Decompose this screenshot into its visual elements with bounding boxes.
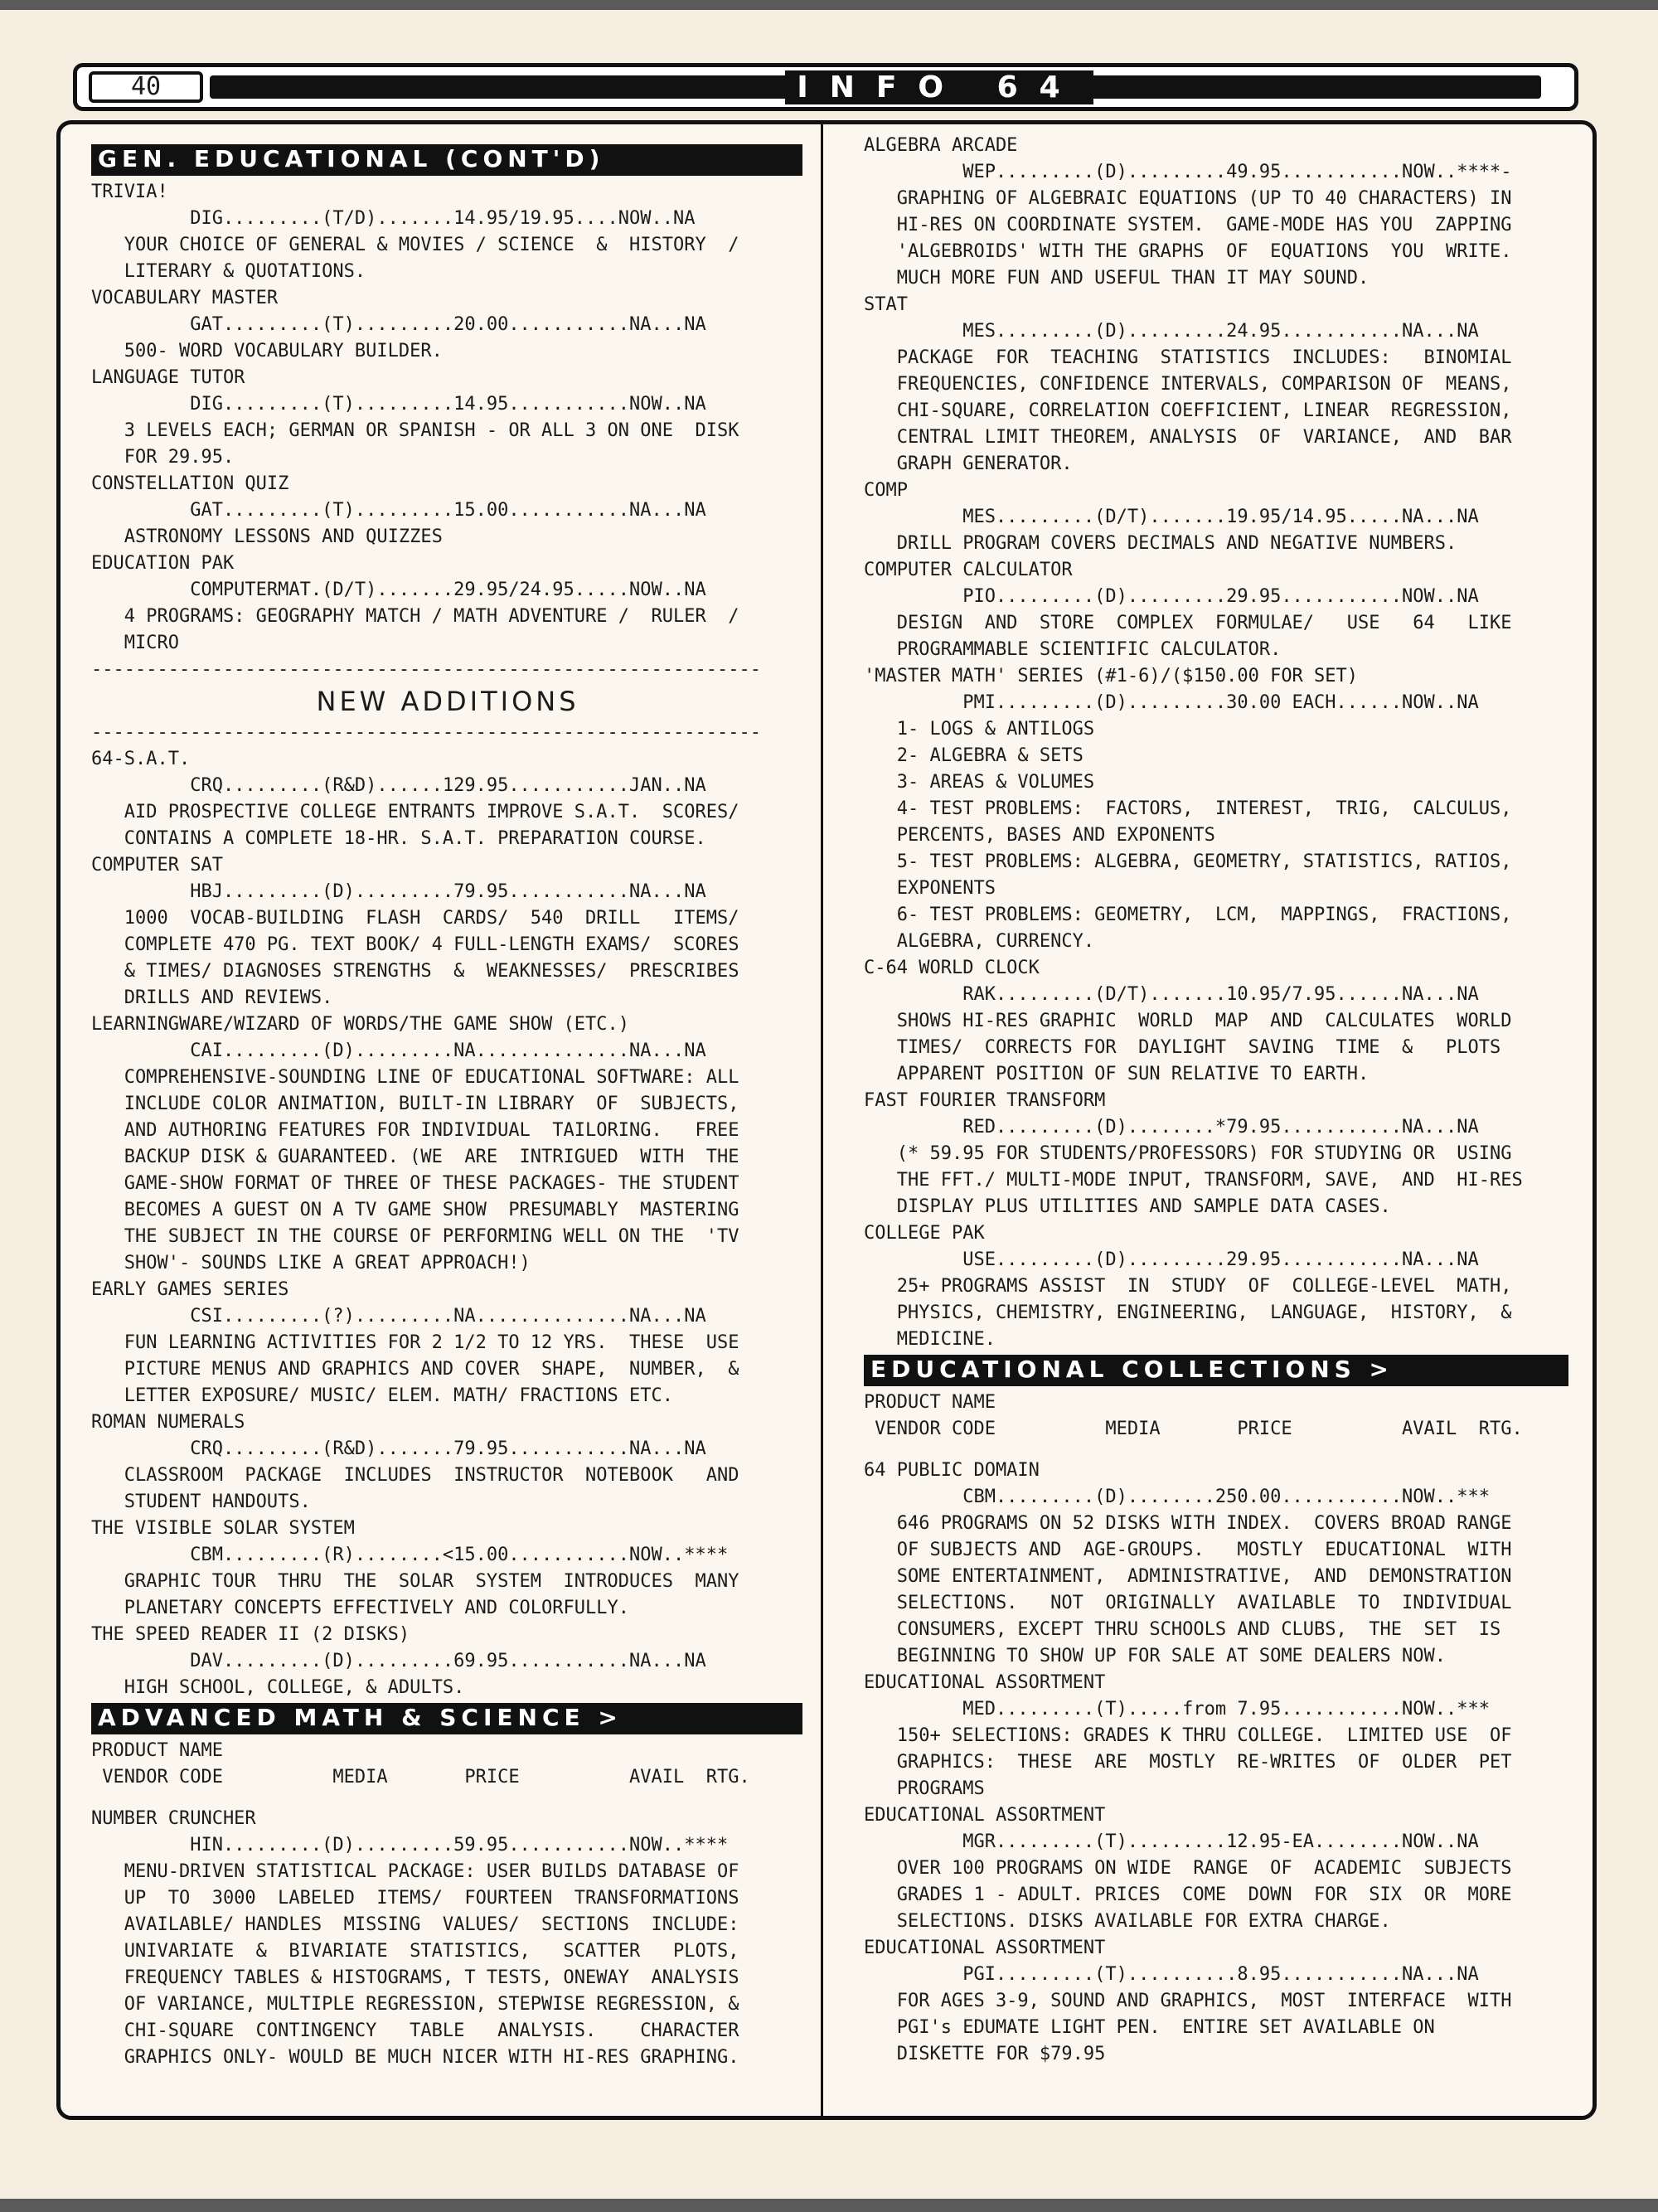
text-line: GRAPHING OF ALGEBRAIC EQUATIONS (UP TO 40 CHARACTERS) IN [864, 188, 1512, 209]
text-line: OF VARIANCE, MULTIPLE REGRESSION, STEPWISE REGRESSION, & [91, 1994, 739, 2015]
text-line: CAI.........(D).........NA..............NA...NA [91, 1041, 706, 1061]
page-header [73, 63, 1578, 111]
text-line: FOR AGES 3-9, SOUND AND GRAPHICS, MOST INTERFACE WITH [864, 1991, 1512, 2011]
text-line: THE SPEED READER II (2 DISKS) [91, 1624, 410, 1645]
text-line: & TIMES/ DIAGNOSES STRENGTHS & WEAKNESSES/ PRESCRIBES [91, 961, 739, 982]
page-number: 40 [89, 71, 203, 103]
text-line: LITERARY & QUOTATIONS. [91, 261, 366, 282]
text-line: CLASSROOM PACKAGE INCLUDES INSTRUCTOR NOTEBOOK AND [91, 1465, 739, 1486]
text-line: GAT.........(T).........15.00...........NA...NA [91, 500, 706, 521]
right-column [864, 133, 1568, 2068]
text-line: STAT [864, 294, 908, 315]
section-banner: GEN. EDUCATIONAL (CONT'D) [91, 144, 802, 176]
text-line: SOME ENTERTAINMENT, ADMINISTRATIVE, AND DEMONSTRATION [864, 1566, 1512, 1587]
bottom-edge [0, 2199, 1658, 2212]
text-line: PRODUCT NAME [91, 1740, 223, 1761]
text-line: ASTRONOMY LESSONS AND QUIZZES [91, 526, 443, 547]
text-line: AID PROSPECTIVE COLLEGE ENTRANTS IMPROVE S.A.T. SCORES/ [91, 802, 739, 822]
text-line: MED.........(T).....from 7.95...........NOW..*** [864, 1699, 1490, 1720]
text-line: 4 PROGRAMS: GEOGRAPHY MATCH / MATH ADVENTURE / RULER / [91, 606, 739, 627]
text-line: USE.........(D).........29.95...........NA...NA [864, 1249, 1479, 1270]
text-line: 'ALGEBROIDS' WITH THE GRAPHS OF EQUATIONS YOU WRITE. [864, 241, 1512, 262]
text-line: COMPUTERMAT.(D/T).......29.95/24.95.....NOW..NA [91, 580, 706, 600]
text-line: UP TO 3000 LABELED ITEMS/ FOURTEEN TRANSFORMATIONS [91, 1888, 739, 1909]
text-line: MEDICINE. [864, 1329, 996, 1350]
text-line: FREQUENCIES, CONFIDENCE INTERVALS, COMPARISON OF MEANS, [864, 374, 1512, 395]
text-line: GAT.........(T).........20.00...........NA...NA [91, 314, 706, 335]
text-line: 150+ SELECTIONS: GRADES K THRU COLLEGE. LIMITED USE OF [864, 1725, 1512, 1746]
text-line: CONTAINS A COMPLETE 18-HR. S.A.T. PREPARATION COURSE. [91, 828, 706, 849]
text-line: 1000 VOCAB-BUILDING FLASH CARDS/ 540 DRILL ITEMS/ [91, 908, 739, 929]
text-line: CBM.........(R)........<15.00...........NOW..**** [91, 1545, 729, 1565]
text-line: PROGRAMS [864, 1778, 985, 1799]
text-line: CONSUMERS, EXCEPT THRU SCHOOLS AND CLUBS, THE SET IS [864, 1619, 1501, 1640]
text-line: AND AUTHORING FEATURES FOR INDIVIDUAL TAILORING. FREE [91, 1120, 739, 1141]
text-line: COMP [864, 480, 908, 501]
magazine-logo [608, 70, 1271, 104]
text-line: TIMES/ CORRECTS FOR DAYLIGHT SAVING TIME & PLOTS [864, 1037, 1501, 1058]
text-line: 646 PROGRAMS ON 52 DISKS WITH INDEX. COVERS BROAD RANGE [864, 1513, 1512, 1534]
text-line: CBM.........(D)........250.00...........NOW..*** [864, 1487, 1490, 1507]
text-line: CENTRAL LIMIT THEOREM, ANALYSIS OF VARIANCE, AND BAR [864, 427, 1512, 448]
text-line: PICTURE MENUS AND GRAPHICS AND COVER SHAPE, NUMBER, & [91, 1359, 739, 1380]
text-line: INCLUDE COLOR ANIMATION, BUILT-IN LIBRARY OF SUBJECTS, [91, 1094, 739, 1114]
text-line: 25+ PROGRAMS ASSIST IN STUDY OF COLLEGE-LEVEL MATH, [864, 1276, 1512, 1297]
section-heading: NEW ADDITIONS [316, 686, 579, 717]
text-line: PROGRAMMABLE SCIENTIFIC CALCULATOR. [864, 639, 1282, 660]
text-line: MES.........(D).........24.95...........NA...NA [864, 321, 1479, 342]
text-line: ------------------------------------------------------------- [91, 722, 761, 743]
text-line: RAK.........(D/T).......10.95/7.95......NA...NA [864, 984, 1479, 1005]
text-line: 'MASTER MATH' SERIES (#1-6)/($150.00 FOR SET) [864, 666, 1359, 686]
text-line: EDUCATIONAL ASSORTMENT [864, 1805, 1106, 1826]
text-line: OF SUBJECTS AND AGE-GROUPS. MOSTLY EDUCATIONAL WITH [864, 1540, 1512, 1560]
text-line: GRAPHICS: THESE ARE MOSTLY RE-WRITES OF OLDER PET [864, 1752, 1512, 1773]
text-line: UNIVARIATE & BIVARIATE STATISTICS, SCATTER PLOTS, [91, 1941, 739, 1962]
text-line: THE SUBJECT IN THE COURSE OF PERFORMING WELL ON THE 'TV [91, 1226, 739, 1247]
text-line: VENDOR CODE MEDIA PRICE AVAIL RTG. [91, 1767, 750, 1788]
text-line: THE FFT./ MULTI-MODE INPUT, TRANSFORM, SAVE, AND HI-RES [864, 1170, 1523, 1191]
text-line: 5- TEST PROBLEMS: ALGEBRA, GEOMETRY, STATISTICS, RATIOS, [864, 851, 1512, 872]
text-line: ALGEBRA ARCADE [864, 135, 1018, 156]
text-line: SHOW'- SOUNDS LIKE A GREAT APPROACH!) [91, 1253, 531, 1273]
text-line: COMPREHENSIVE-SOUNDING LINE OF EDUCATIONAL SOFTWARE: ALL [91, 1067, 739, 1088]
text-line: GRAPHICS ONLY- WOULD BE MUCH NICER WITH HI-RES GRAPHING. [91, 2047, 739, 2068]
text-line: PHYSICS, CHEMISTRY, ENGINEERING, LANGUAGE, HISTORY, & [864, 1302, 1512, 1323]
text-line: MICRO [91, 633, 179, 653]
text-line: COMPLETE 470 PG. TEXT BOOK/ 4 FULL-LENGTH EXAMS/ SCORES [91, 934, 739, 955]
text-line: COLLEGE PAK [864, 1223, 985, 1244]
text-line: PERCENTS, BASES AND EXPONENTS [864, 825, 1215, 846]
text-line: CONSTELLATION QUIZ [91, 473, 289, 494]
text-line: 1- LOGS & ANTILOGS [864, 719, 1095, 740]
text-line: EXPONENTS [864, 878, 996, 899]
text-line: COMPUTER CALCULATOR [864, 560, 1073, 580]
text-line: DAV.........(D).........69.95...........NA...NA [91, 1651, 706, 1671]
left-column [91, 143, 804, 2071]
text-line: ROMAN NUMERALS [91, 1412, 245, 1433]
text-line: CRQ.........(R&D).......79.95...........NA...NA [91, 1438, 706, 1459]
text-line: GAME-SHOW FORMAT OF THREE OF THESE PACKAGES- THE STUDENT [91, 1173, 739, 1194]
text-line: AVAILABLE/ HANDLES MISSING VALUES/ SECTIONS INCLUDE: [91, 1914, 739, 1935]
text-line: 4- TEST PROBLEMS: FACTORS, INTEREST, TRIG, CALCULUS, [864, 798, 1512, 819]
text-line: HBJ.........(D).........79.95...........NA...NA [91, 881, 706, 902]
text-line: OVER 100 PROGRAMS ON WIDE RANGE OF ACADEMIC SUBJECTS [864, 1858, 1512, 1879]
text-line: HIN.........(D).........59.95...........NOW..**** [91, 1835, 729, 1855]
text-line: GRAPHIC TOUR THRU THE SOLAR SYSTEM INTRODUCES MANY [91, 1571, 739, 1592]
text-line: WEP.........(D).........49.95...........NOW..****- [864, 162, 1512, 182]
section-banner: ADVANCED MATH & SCIENCE > [91, 1703, 802, 1734]
text-line: LETTER EXPOSURE/ MUSIC/ ELEM. MATH/ FRACTIONS ETC. [91, 1385, 673, 1406]
text-line: PLANETARY CONCEPTS EFFECTIVELY AND COLORFULLY. [91, 1598, 630, 1618]
text-line: PMI.........(D).........30.00 EACH......NOW..NA [864, 692, 1479, 713]
logo-text: INFO 64 [785, 70, 1093, 104]
text-line: 3- AREAS & VOLUMES [864, 772, 1095, 793]
text-line: BEGINNING TO SHOW UP FOR SALE AT SOME DEALERS NOW. [864, 1646, 1446, 1666]
text-line: EARLY GAMES SERIES [91, 1279, 289, 1300]
text-line: SHOWS HI-RES GRAPHIC WORLD MAP AND CALCULATES WORLD [864, 1011, 1512, 1031]
text-line: PACKAGE FOR TEACHING STATISTICS INCLUDES: BINOMIAL [864, 347, 1512, 368]
text-line: HI-RES ON COORDINATE SYSTEM. GAME-MODE HAS YOU ZAPPING [864, 215, 1512, 235]
text-line: PGI.........(T)..........8.95...........NA...NA [864, 1964, 1479, 1985]
text-line: DRILLS AND REVIEWS. [91, 987, 333, 1008]
text-line: BACKUP DISK & GUARANTEED. (WE ARE INTRIGUED WITH THE [91, 1147, 739, 1167]
text-line: C-64 WORLD CLOCK [864, 958, 1040, 978]
text-line: 6- TEST PROBLEMS: GEOMETRY, LCM, MAPPINGS, FRACTIONS, [864, 905, 1512, 925]
text-line: MES.........(D/T).......19.95/14.95.....NA...NA [864, 507, 1479, 527]
column-divider [821, 120, 823, 2120]
text-line: APPARENT POSITION OF SUN RELATIVE TO EARTH. [864, 1064, 1370, 1084]
text-line: SELECTIONS. NOT ORIGINALLY AVAILABLE TO INDIVIDUAL [864, 1593, 1512, 1613]
text-line: LEARNINGWARE/WIZARD OF WORDS/THE GAME SHOW (ETC.) [91, 1014, 630, 1035]
text-line: THE VISIBLE SOLAR SYSTEM [91, 1518, 355, 1539]
text-line: LANGUAGE TUTOR [91, 367, 245, 388]
text-line: VOCABULARY MASTER [91, 288, 279, 308]
text-line: 500- WORD VOCABULARY BUILDER. [91, 341, 443, 361]
spacer [864, 1443, 1568, 1458]
text-line: VENDOR CODE MEDIA PRICE AVAIL RTG. [864, 1419, 1523, 1439]
text-line: DIG.........(T).........14.95...........NOW..NA [91, 394, 706, 415]
text-line: PGI's EDUMATE LIGHT PEN. ENTIRE SET AVAILABLE ON [864, 2017, 1435, 2038]
top-edge [0, 0, 1658, 10]
text-line: DIG.........(T/D).......14.95/19.95....NOW..NA [91, 208, 696, 229]
text-line: ALGEBRA, CURRENCY. [864, 931, 1095, 952]
text-line: 64-S.A.T. [91, 749, 191, 769]
text-line: BECOMES A GUEST ON A TV GAME SHOW PRESUMABLY MASTERING [91, 1200, 739, 1220]
text-line: ------------------------------------------------------------- [91, 659, 761, 680]
text-line: RED.........(D)........*79.95...........NA...NA [864, 1117, 1479, 1138]
text-line: CHI-SQUARE CONTINGENCY TABLE ANALYSIS. CHARACTER [91, 2020, 739, 2041]
text-line: DESIGN AND STORE COMPLEX FORMULAE/ USE 64 LIKE [864, 613, 1512, 633]
text-line: CRQ.........(R&D)......129.95...........JAN..NA [91, 775, 706, 796]
text-line: FUN LEARNING ACTIVITIES FOR 2 1/2 TO 12 YRS. THESE USE [91, 1332, 739, 1353]
text-line: MGR.........(T).........12.95-EA........NOW..NA [864, 1831, 1479, 1852]
text-line: DRILL PROGRAM COVERS DECIMALS AND NEGATIVE NUMBERS. [864, 533, 1457, 554]
text-line: EDUCATIONAL ASSORTMENT [864, 1938, 1106, 1958]
text-line: HIGH SCHOOL, COLLEGE, & ADULTS. [91, 1677, 465, 1698]
text-line: YOUR CHOICE OF GENERAL & MOVIES / SCIENCE & HISTORY / [91, 235, 739, 255]
text-line: MENU-DRIVEN STATISTICAL PACKAGE: USER BUILDS DATABASE OF [91, 1861, 739, 1882]
text-line: MUCH MORE FUN AND USEFUL THAN IT MAY SOUND. [864, 268, 1370, 289]
text-line: CHI-SQUARE, CORRELATION COEFFICIENT, LINEAR REGRESSION, [864, 400, 1512, 421]
text-line: 2- ALGEBRA & SETS [864, 745, 1084, 766]
text-line: SELECTIONS. DISKS AVAILABLE FOR EXTRA CHARGE. [864, 1911, 1391, 1932]
text-line: 3 LEVELS EACH; GERMAN OR SPANISH - OR ALL 3 ON ONE DISK [91, 420, 739, 441]
text-line: DISPLAY PLUS UTILITIES AND SAMPLE DATA CASES. [864, 1196, 1391, 1217]
text-line: CSI.........(?).........NA..............NA...NA [91, 1306, 706, 1327]
text-line: TRIVIA! [91, 182, 168, 202]
text-line: NUMBER CRUNCHER [91, 1808, 256, 1829]
text-line: STUDENT HANDOUTS. [91, 1492, 311, 1512]
text-line: FOR 29.95. [91, 447, 235, 468]
text-line: EDUCATION PAK [91, 553, 235, 574]
section-banner: EDUCATIONAL COLLECTIONS > [864, 1355, 1568, 1386]
spacer [91, 1791, 804, 1806]
text-line: FREQUENCY TABLES & HISTOGRAMS, T TESTS, ONEWAY ANALYSIS [91, 1967, 739, 1988]
text-line: GRAPH GENERATOR. [864, 454, 1073, 474]
text-line: PIO.........(D).........29.95...........NOW..NA [864, 586, 1479, 607]
text-line: PRODUCT NAME [864, 1392, 996, 1413]
text-line: EDUCATIONAL ASSORTMENT [864, 1672, 1106, 1693]
text-line: FAST FOURIER TRANSFORM [864, 1090, 1106, 1111]
text-line: GRADES 1 - ADULT. PRICES COME DOWN FOR SIX OR MORE [864, 1885, 1512, 1905]
text-line: 64 PUBLIC DOMAIN [864, 1460, 1040, 1481]
text-line: COMPUTER SAT [91, 855, 223, 876]
text-line: (* 59.95 FOR STUDENTS/PROFESSORS) FOR STUDYING OR USING [864, 1143, 1512, 1164]
text-line: DISKETTE FOR $79.95 [864, 2044, 1106, 2064]
